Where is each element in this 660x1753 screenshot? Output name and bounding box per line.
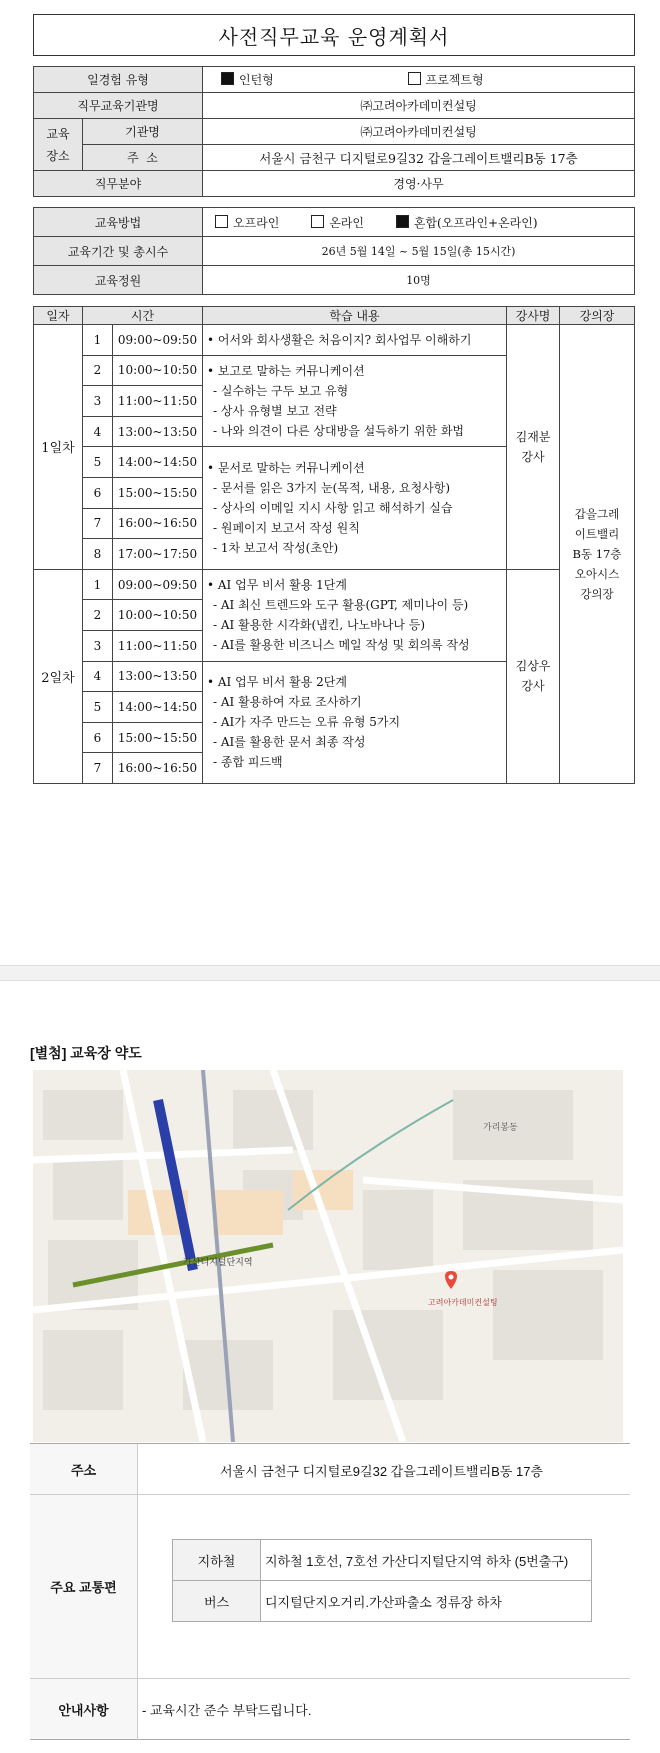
content-line: • 어서와 회사생활은 처음이지? 회사업무 이해하기 — [207, 332, 472, 347]
period-number: 8 — [83, 539, 113, 570]
period-value: 26년 5월 14일 ~ 5월 15일(총 15시간) — [203, 237, 635, 266]
content-cell — [203, 447, 507, 569]
period-number: 5 — [83, 447, 113, 478]
content-line: - 원페이지 보고서 작성 원칙 — [213, 521, 360, 536]
transport-table — [172, 1539, 592, 1622]
offline-checkbox[interactable]: 오프라인 — [215, 216, 279, 230]
instructor-2: 김상우 강사 — [507, 569, 560, 783]
field-value: 경영·사무 — [203, 171, 635, 197]
info-address-label: 주소 — [30, 1444, 137, 1494]
empty-box-icon — [215, 215, 228, 228]
location-map[interactable] — [33, 1070, 623, 1442]
checked-box-icon — [221, 72, 234, 85]
map-area-label: 가리봉동 — [483, 1122, 518, 1132]
content-line: • 문서로 말하는 커뮤니케이션 — [207, 461, 365, 476]
content-line: - 종합 피드백 — [213, 755, 283, 770]
transport-label: 주요 교통편 — [30, 1495, 137, 1678]
annex-title: [별첨] 교육장 약도 — [30, 1045, 142, 1061]
method-table — [33, 207, 635, 295]
capacity-label: 교육정원 — [34, 266, 203, 295]
time-slot: 13:00~13:50 — [113, 661, 203, 692]
content-line: - AI를 활용한 문서 최종 작성 — [213, 735, 366, 750]
page-break — [0, 965, 660, 981]
schedule-row — [34, 569, 635, 600]
content-line: - AI 최신 트렌드와 도구 활용(GPT, 제미나이 등) — [213, 598, 469, 613]
divider — [30, 1739, 630, 1740]
period-number: 3 — [83, 630, 113, 661]
period-number: 1 — [83, 569, 113, 600]
period-number: 2 — [83, 600, 113, 631]
time-slot: 10:00~10:50 — [113, 600, 203, 631]
content-line: - AI를 활용한 비즈니스 메일 작성 및 회의록 작성 — [213, 638, 470, 653]
bus-label: 버스 — [173, 1581, 261, 1622]
header-room: 강의장 — [560, 307, 635, 325]
header-time: 시간 — [83, 307, 203, 325]
map-station-label: 가산디지털단지역 — [183, 1257, 253, 1267]
content-line: - 나와 의견이 다른 상대방을 설득하기 위한 화법 — [213, 423, 465, 438]
map-image — [33, 1070, 623, 1442]
time-slot: 14:00~14:50 — [113, 692, 203, 723]
checked-box-icon — [396, 215, 409, 228]
content-line: • 보고로 말하는 커뮤니케이션 — [207, 363, 365, 378]
org-value: ㈜고려아카데미컨설팅 — [203, 93, 635, 119]
period-number: 4 — [83, 661, 113, 692]
empty-box-icon — [311, 215, 324, 228]
page-title: 사전직무교육 운영계획서 — [33, 14, 635, 56]
time-slot: 15:00~15:50 — [113, 722, 203, 753]
header-date: 일자 — [34, 307, 83, 325]
notice-value: - 교육시간 준수 부탁드립니다. — [142, 1703, 312, 1718]
content-line: • AI 업무 비서 활용 2단계 — [207, 675, 347, 690]
day2-label: 2일차 — [34, 569, 83, 783]
instructor-1: 김재분 강사 — [507, 325, 560, 570]
info-address-value: 서울시 금천구 디지털로9길32 갑을그레이트밸리B동 17층 — [220, 1464, 543, 1479]
time-slot: 16:00~16:50 — [113, 753, 203, 784]
exp-type-options — [203, 67, 635, 93]
content-line: - 실수하는 구두 보고 유형 — [213, 383, 349, 398]
mixed-checkbox[interactable]: 혼합(오프라인+온라인) — [396, 216, 538, 230]
time-slot: 13:00~13:50 — [113, 416, 203, 447]
period-number: 3 — [83, 386, 113, 417]
room-label: 갑을그레 이트밸리 B동 17층 오아시스 강의장 — [560, 325, 635, 784]
period-number: 5 — [83, 692, 113, 723]
method-options — [203, 208, 635, 237]
header-content: 학습 내용 — [203, 307, 507, 325]
venue-name: ㈜고려아카데미컨설팅 — [203, 119, 635, 145]
period-number: 7 — [83, 508, 113, 539]
time-slot: 16:00~16:50 — [113, 508, 203, 539]
time-slot: 11:00~11:50 — [113, 386, 203, 417]
time-slot: 10:00~10:50 — [113, 355, 203, 386]
venue-name-label: 기관명 — [83, 119, 203, 145]
time-slot: 14:00~14:50 — [113, 447, 203, 478]
subway-value: 지하철 1호선, 7호선 가산디지털단지역 하차 (5번출구) — [261, 1540, 592, 1581]
content-line: • AI 업무 비서 활용 1단계 — [207, 578, 347, 593]
field-label: 직무분야 — [34, 171, 203, 197]
period-number: 1 — [83, 325, 113, 356]
period-number: 6 — [83, 722, 113, 753]
content-line: - 상사 유형별 보고 전략 — [213, 403, 337, 418]
content-line: - AI 활용한 시각화(냅킨, 나노바나나 등) — [213, 618, 426, 633]
venue-label: 교육 장소 — [34, 119, 83, 171]
period-number: 2 — [83, 355, 113, 386]
time-slot: 17:00~17:50 — [113, 539, 203, 570]
project-checkbox[interactable]: 프로젝트형 — [408, 73, 484, 87]
time-slot: 09:00~09:50 — [113, 325, 203, 356]
period-label: 교육기간 및 총시수 — [34, 237, 203, 266]
bus-value: 디지털단지오거리.가산파출소 정류장 하차 — [261, 1581, 592, 1622]
period-number: 6 — [83, 477, 113, 508]
exp-type-label: 일경험 유형 — [34, 67, 203, 93]
map-place-label: 고려아카데미컨설팅 — [428, 1298, 498, 1307]
method-label: 교육방법 — [34, 208, 203, 237]
address-value: 서울시 금천구 디지털로9길32 갑을그레이트밸리B동 17층 — [203, 145, 635, 171]
info-table — [33, 66, 635, 197]
header-instructor: 강사명 — [507, 307, 560, 325]
intern-checkbox[interactable]: 인턴형 — [221, 73, 274, 87]
content-line: - AI 활용하여 자료 조사하기 — [213, 695, 362, 710]
address-label: 주 소 — [83, 145, 203, 171]
period-number: 4 — [83, 416, 113, 447]
subway-label: 지하철 — [173, 1540, 261, 1581]
content-cell — [203, 569, 507, 661]
empty-box-icon — [408, 72, 421, 85]
content-line: - AI가 자주 만드는 오류 유형 5가지 — [213, 715, 401, 730]
content-cell — [203, 325, 507, 356]
column-divider — [137, 1444, 138, 1740]
day1-label: 1일차 — [34, 325, 83, 570]
period-number: 7 — [83, 753, 113, 784]
schedule-row — [34, 325, 635, 356]
capacity-value: 10명 — [203, 266, 635, 295]
online-checkbox[interactable]: 온라인 — [311, 216, 364, 230]
content-cell — [203, 355, 507, 447]
content-line: - 상사의 이메일 지시 사항 읽고 해석하기 실습 — [213, 501, 453, 516]
org-label: 직무교육기관명 — [34, 93, 203, 119]
time-slot: 09:00~09:50 — [113, 569, 203, 600]
schedule-table — [33, 306, 635, 784]
time-slot: 11:00~11:50 — [113, 630, 203, 661]
time-slot: 15:00~15:50 — [113, 477, 203, 508]
venue-info-section — [30, 1443, 630, 1718]
content-cell — [203, 661, 507, 783]
content-line: - 1차 보고서 작성(초안) — [213, 541, 339, 556]
notice-label: 안내사항 — [30, 1679, 137, 1739]
content-line: - 문서를 읽은 3가지 눈(목적, 내용, 요청사항) — [213, 481, 451, 496]
